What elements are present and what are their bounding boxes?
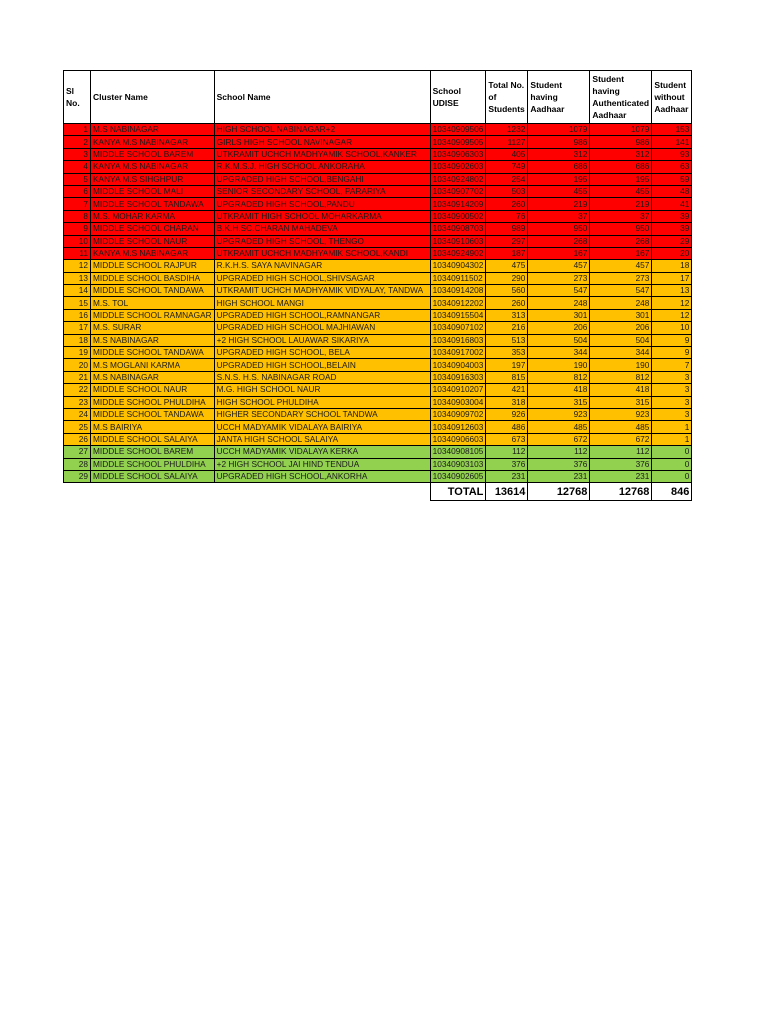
cell-sl-no: 10 [64,235,91,247]
cell-school-udise: 10340912603 [430,421,486,433]
cell-total-students: 405 [486,148,528,160]
cell-authenticated-aadhaar: 418 [590,384,652,396]
cell-total-students: 112 [486,446,528,458]
cell-school-name: SENIOR SECONDARY SCHOOL, PARARIYA [214,185,430,197]
cell-without-aadhaar: 1 [652,421,692,433]
table-row [64,421,692,433]
cell-sl-no: 14 [64,285,91,297]
header-row [64,71,692,124]
cell-sl-no: 11 [64,247,91,259]
cell-cluster-name: M.S NABINAGAR [91,371,215,383]
cell-school-name: JANTA HIGH SCHOOL SALAIYA [214,433,430,445]
cell-without-aadhaar: 141 [652,136,692,148]
cell-school-udise: 10340909506 [430,124,486,136]
cell-total-students: 353 [486,347,528,359]
totals-student-having-aadhaar: 12768 [528,483,590,501]
cell-sl-no: 22 [64,384,91,396]
cell-without-aadhaar: 3 [652,371,692,383]
cell-sl-no: 20 [64,359,91,371]
cell-school-name: UPGRADED HIGH SCHOOL,RAMNANGAR [214,309,430,321]
cell-authenticated-aadhaar: 37 [590,210,652,222]
cell-without-aadhaar: 39 [652,210,692,222]
cell-authenticated-aadhaar: 344 [590,347,652,359]
cell-cluster-name: M.S. TOL [91,297,215,309]
cell-school-udise: 10340917002 [430,347,486,359]
cell-sl-no: 9 [64,223,91,235]
table-body [64,124,692,483]
cell-authenticated-aadhaar: 923 [590,408,652,420]
table-row [64,124,692,136]
cell-school-udise: 10340924802 [430,173,486,185]
table-row [64,210,692,222]
cell-sl-no: 28 [64,458,91,470]
cell-school-name: R.K.M.S.J. HIGH SCHOOL ANKORAHA [214,161,430,173]
cell-school-name: UPGRADED HIGH SCHOOL,BENGAHI [214,173,430,185]
table-row [64,433,692,445]
cell-school-name: UTKRAMIT UCHCH MADHYAMIK VIDYALAY, TANDWA [214,285,430,297]
cell-school-name: GIRLS HIGH SCHOOL NAVINAGAR [214,136,430,148]
cell-school-name: +2 HIGH SCHOOL JAI HIND TENDUA [214,458,430,470]
cell-without-aadhaar: 20 [652,247,692,259]
cell-sl-no: 17 [64,322,91,334]
cell-student-having-aadhaar: 1079 [528,124,590,136]
cell-without-aadhaar: 7 [652,359,692,371]
cell-student-having-aadhaar: 219 [528,198,590,210]
cell-without-aadhaar: 13 [652,285,692,297]
cell-authenticated-aadhaar: 686 [590,161,652,173]
cell-school-name: UPGRADED HIGH SCHOOL, BELA [214,347,430,359]
table-row [64,297,692,309]
cell-school-udise: 10340902603 [430,161,486,173]
col-header-sl-no: Sl No. [64,71,91,124]
cell-total-students: 503 [486,185,528,197]
cell-student-having-aadhaar: 504 [528,334,590,346]
cell-sl-no: 5 [64,173,91,185]
table-row [64,408,692,420]
cell-student-having-aadhaar: 672 [528,433,590,445]
table-row [64,309,692,321]
table-row [64,334,692,346]
table-row [64,371,692,383]
cell-cluster-name: MIDDLE SCHOOL PHULDIHA [91,396,215,408]
cell-sl-no: 8 [64,210,91,222]
cell-cluster-name: M.S MOGLANI KARMA [91,359,215,371]
cell-authenticated-aadhaar: 248 [590,297,652,309]
cell-school-name: M.G. HIGH SCHOOL NAUR [214,384,430,396]
cell-total-students: 560 [486,285,528,297]
cell-authenticated-aadhaar: 315 [590,396,652,408]
table-row [64,396,692,408]
col-header-without-aadhaar: Student without Aadhaar [652,71,692,124]
table-row [64,322,692,334]
cell-student-having-aadhaar: 455 [528,185,590,197]
cell-without-aadhaar: 0 [652,458,692,470]
cell-sl-no: 16 [64,309,91,321]
cell-school-name: UPGRADED HIGH SCHOOL,SHIVSAGAR [214,272,430,284]
cell-school-name: UCCH MADYAMIK VIDALAYA BAIRIYA [214,421,430,433]
cell-total-students: 260 [486,198,528,210]
cell-student-having-aadhaar: 190 [528,359,590,371]
cell-without-aadhaar: 10 [652,322,692,334]
cell-authenticated-aadhaar: 1079 [590,124,652,136]
cell-school-name: R.K.H.S. SAYA NAVINAGAR [214,260,430,272]
cell-without-aadhaar: 3 [652,408,692,420]
cell-total-students: 318 [486,396,528,408]
table-row [64,173,692,185]
cell-authenticated-aadhaar: 219 [590,198,652,210]
cell-total-students: 254 [486,173,528,185]
cell-without-aadhaar: 9 [652,347,692,359]
cell-total-students: 421 [486,384,528,396]
cell-school-name: HIGHER SECONDARY SCHOOL TANDWA [214,408,430,420]
table-row [64,260,692,272]
cell-cluster-name: M.S. SURAR [91,322,215,334]
cell-sl-no: 23 [64,396,91,408]
cell-sl-no: 24 [64,408,91,420]
table-row [64,247,692,259]
cell-school-udise: 10340914208 [430,285,486,297]
cell-authenticated-aadhaar: 547 [590,285,652,297]
cell-authenticated-aadhaar: 301 [590,309,652,321]
cell-authenticated-aadhaar: 167 [590,247,652,259]
cell-without-aadhaar: 9 [652,334,692,346]
cell-sl-no: 15 [64,297,91,309]
cell-school-name: UPGRADED HIGH SCHOOL,PANDU [214,198,430,210]
totals-label: TOTAL [430,483,486,501]
cell-school-udise: 10340912202 [430,297,486,309]
cell-student-having-aadhaar: 167 [528,247,590,259]
cell-total-students: 376 [486,458,528,470]
cell-cluster-name: MIDDLE SCHOOL TANDAWA [91,408,215,420]
cell-total-students: 1232 [486,124,528,136]
col-header-school-name: School Name [214,71,430,124]
cell-without-aadhaar: 39 [652,223,692,235]
cell-cluster-name: MIDDLE SCHOOL MALI [91,185,215,197]
cell-school-name: B.K.H.SC.CHARAN MAHADEVA [214,223,430,235]
cell-cluster-name: KANYA M.S NABINAGAR [91,247,215,259]
cell-sl-no: 25 [64,421,91,433]
cell-total-students: 231 [486,470,528,482]
cell-without-aadhaar: 12 [652,309,692,321]
cell-authenticated-aadhaar: 455 [590,185,652,197]
cell-without-aadhaar: 12 [652,297,692,309]
cell-cluster-name: MIDDLE SCHOOL RAJPUR [91,260,215,272]
cell-cluster-name: MIDDLE SCHOOL TANDAWA [91,285,215,297]
totals-authenticated-aadhaar: 12768 [590,483,652,501]
cell-authenticated-aadhaar: 312 [590,148,652,160]
cell-school-udise: 10340908703 [430,223,486,235]
cell-without-aadhaar: 59 [652,173,692,185]
cell-student-having-aadhaar: 37 [528,210,590,222]
cell-total-students: 197 [486,359,528,371]
cell-total-students: 926 [486,408,528,420]
cell-school-udise: 10340914209 [430,198,486,210]
cell-authenticated-aadhaar: 268 [590,235,652,247]
cell-school-name: +2 HIGH SCHOOL LAUAWAR SIKARIYA [214,334,430,346]
table-row [64,285,692,297]
cell-school-udise: 10340910207 [430,384,486,396]
cell-without-aadhaar: 18 [652,260,692,272]
cell-cluster-name: MIDDLE SCHOOL RAMNAGAR [91,309,215,321]
cell-student-having-aadhaar: 206 [528,322,590,334]
cell-student-having-aadhaar: 268 [528,235,590,247]
totals-spacer [64,483,431,501]
cell-authenticated-aadhaar: 273 [590,272,652,284]
cell-school-udise: 10340911502 [430,272,486,284]
cell-total-students: 216 [486,322,528,334]
cell-without-aadhaar: 0 [652,470,692,482]
cell-sl-no: 13 [64,272,91,284]
cell-school-udise: 10340915504 [430,309,486,321]
cell-school-udise: 10340907702 [430,185,486,197]
cell-student-having-aadhaar: 812 [528,371,590,383]
cell-school-name: UTKRAMIT HIGH SCHOOL MOHARKARMA [214,210,430,222]
cell-school-name: UTKRAMIT UCHCH MADHYAMIK SCHOOL,KANKER [214,148,430,160]
cell-student-having-aadhaar: 686 [528,161,590,173]
cell-student-having-aadhaar: 112 [528,446,590,458]
cell-authenticated-aadhaar: 206 [590,322,652,334]
col-header-school-udise: School UDISE [430,71,486,124]
cell-authenticated-aadhaar: 485 [590,421,652,433]
cell-school-name: UCCH MADYAMIK VIDALAYA KERKA [214,446,430,458]
cell-student-having-aadhaar: 547 [528,285,590,297]
cell-school-name: UPGRADED HIGH SCHOOL,ANKORHA [214,470,430,482]
cell-authenticated-aadhaar: 986 [590,136,652,148]
cell-school-udise: 10340908105 [430,446,486,458]
cell-cluster-name: M.S BAIRIYA [91,421,215,433]
cell-without-aadhaar: 3 [652,396,692,408]
cell-student-having-aadhaar: 986 [528,136,590,148]
cell-sl-no: 1 [64,124,91,136]
totals-without-aadhaar: 846 [652,483,692,501]
cell-student-having-aadhaar: 457 [528,260,590,272]
cell-school-udise: 10340916303 [430,371,486,383]
table-row [64,470,692,482]
cell-school-udise: 10340906303 [430,148,486,160]
cell-student-having-aadhaar: 376 [528,458,590,470]
table-row [64,384,692,396]
cell-cluster-name: M.S. MOHAR KARMA [91,210,215,222]
cell-school-udise: 10340906603 [430,433,486,445]
table-row [64,223,692,235]
cell-school-udise: 10340904003 [430,359,486,371]
cell-without-aadhaar: 0 [652,446,692,458]
table-row [64,198,692,210]
cell-without-aadhaar: 153 [652,124,692,136]
cell-student-having-aadhaar: 485 [528,421,590,433]
cell-total-students: 260 [486,297,528,309]
cell-student-having-aadhaar: 418 [528,384,590,396]
cell-authenticated-aadhaar: 112 [590,446,652,458]
cell-school-udise: 10340902605 [430,470,486,482]
cell-sl-no: 3 [64,148,91,160]
cell-sl-no: 2 [64,136,91,148]
aadhaar-status-table [63,70,692,501]
cell-cluster-name: MIDDLE SCHOOL NAUR [91,235,215,247]
cell-cluster-name: MIDDLE SCHOOL CHARAN [91,223,215,235]
cell-total-students: 673 [486,433,528,445]
cell-sl-no: 29 [64,470,91,482]
cell-authenticated-aadhaar: 231 [590,470,652,482]
cell-without-aadhaar: 41 [652,198,692,210]
cell-total-students: 290 [486,272,528,284]
cell-without-aadhaar: 3 [652,384,692,396]
cell-cluster-name: M.S NABINAGAR [91,334,215,346]
cell-cluster-name: MIDDLE SCHOOL BASDIHA [91,272,215,284]
cell-school-udise: 10340916803 [430,334,486,346]
cell-sl-no: 6 [64,185,91,197]
cell-authenticated-aadhaar: 950 [590,223,652,235]
cell-total-students: 313 [486,309,528,321]
cell-school-udise: 10340924902 [430,247,486,259]
cell-authenticated-aadhaar: 672 [590,433,652,445]
cell-school-udise: 10340909505 [430,136,486,148]
totals-row [64,483,692,501]
cell-student-having-aadhaar: 273 [528,272,590,284]
col-header-total-students: Total No. of Students [486,71,528,124]
cell-cluster-name: MIDDLE SCHOOL PHULDIHA [91,458,215,470]
cell-school-udise: 10340910603 [430,235,486,247]
cell-cluster-name: M.S NABINAGAR [91,124,215,136]
table-row [64,161,692,173]
cell-student-having-aadhaar: 950 [528,223,590,235]
cell-authenticated-aadhaar: 457 [590,260,652,272]
cell-cluster-name: MIDDLE SCHOOL NAUR [91,384,215,396]
cell-school-name: HIGH SCHOOL NABINAGAR+2 [214,124,430,136]
cell-sl-no: 26 [64,433,91,445]
col-header-student-having-aadhaar: Student having Aadhaar [528,71,590,124]
cell-authenticated-aadhaar: 190 [590,359,652,371]
cell-sl-no: 21 [64,371,91,383]
cell-school-udise: 10340900502 [430,210,486,222]
cell-student-having-aadhaar: 301 [528,309,590,321]
cell-student-having-aadhaar: 344 [528,347,590,359]
cell-school-name: HIGH SCHOOL PHULDIHA [214,396,430,408]
totals-total-students: 13614 [486,483,528,501]
cell-sl-no: 12 [64,260,91,272]
cell-sl-no: 18 [64,334,91,346]
cell-total-students: 187 [486,247,528,259]
cell-authenticated-aadhaar: 376 [590,458,652,470]
cell-sl-no: 27 [64,446,91,458]
table-row [64,347,692,359]
cell-cluster-name: MIDDLE SCHOOL SALAIYA [91,433,215,445]
cell-school-udise: 10340903004 [430,396,486,408]
cell-total-students: 513 [486,334,528,346]
cell-cluster-name: MIDDLE SCHOOL BAREM [91,446,215,458]
cell-school-udise: 10340904302 [430,260,486,272]
cell-authenticated-aadhaar: 504 [590,334,652,346]
cell-total-students: 815 [486,371,528,383]
cell-school-name: UPGRADED HIGH SCHOOL, THENGO [214,235,430,247]
cell-cluster-name: MIDDLE SCHOOL TANDAWA [91,347,215,359]
cell-cluster-name: MIDDLE SCHOOL BAREM [91,148,215,160]
cell-school-name: HIGH SCHOOL MANGI [214,297,430,309]
table-row [64,235,692,247]
cell-student-having-aadhaar: 195 [528,173,590,185]
cell-school-udise: 10340909702 [430,408,486,420]
table-row [64,359,692,371]
cell-school-name: UPGRADED HIGH SCHOOL MAJHIAWAN [214,322,430,334]
cell-student-having-aadhaar: 312 [528,148,590,160]
cell-student-having-aadhaar: 248 [528,297,590,309]
table-row [64,272,692,284]
table-row [64,446,692,458]
cell-cluster-name: KANYA M.S NABINAGAR [91,136,215,148]
cell-total-students: 989 [486,223,528,235]
cell-without-aadhaar: 1 [652,433,692,445]
cell-sl-no: 7 [64,198,91,210]
cell-cluster-name: KANYA M.S NABINAGAR [91,161,215,173]
cell-school-name: UPGRADED HIGH SCHOOL,BELAIN [214,359,430,371]
cell-total-students: 76 [486,210,528,222]
cell-student-having-aadhaar: 315 [528,396,590,408]
cell-without-aadhaar: 29 [652,235,692,247]
cell-cluster-name: KANYA M.S SIHGHPUR [91,173,215,185]
col-header-cluster-name: Cluster Name [91,71,215,124]
cell-cluster-name: MIDDLE SCHOOL SALAIYA [91,470,215,482]
cell-total-students: 749 [486,161,528,173]
cell-total-students: 1127 [486,136,528,148]
cell-school-udise: 10340907102 [430,322,486,334]
cell-without-aadhaar: 63 [652,161,692,173]
cell-student-having-aadhaar: 231 [528,470,590,482]
cell-authenticated-aadhaar: 812 [590,371,652,383]
cell-school-name: S.N.S. H.S. NABINAGAR ROAD [214,371,430,383]
cell-without-aadhaar: 17 [652,272,692,284]
table-row [64,136,692,148]
cell-without-aadhaar: 48 [652,185,692,197]
cell-total-students: 475 [486,260,528,272]
cell-without-aadhaar: 93 [652,148,692,160]
col-header-authenticated-aadhaar: Student having Authenticated Aadhaar [590,71,652,124]
table-row [64,148,692,160]
cell-total-students: 297 [486,235,528,247]
table-row [64,185,692,197]
cell-cluster-name: MIDDLE SCHOOL TANDAWA [91,198,215,210]
cell-school-udise: 10340903103 [430,458,486,470]
table-row [64,458,692,470]
cell-student-having-aadhaar: 923 [528,408,590,420]
cell-school-name: UTKRAMIT UCHCH MADHYAMIK SCHOOL,KANDI [214,247,430,259]
cell-sl-no: 19 [64,347,91,359]
cell-sl-no: 4 [64,161,91,173]
cell-authenticated-aadhaar: 195 [590,173,652,185]
cell-total-students: 486 [486,421,528,433]
